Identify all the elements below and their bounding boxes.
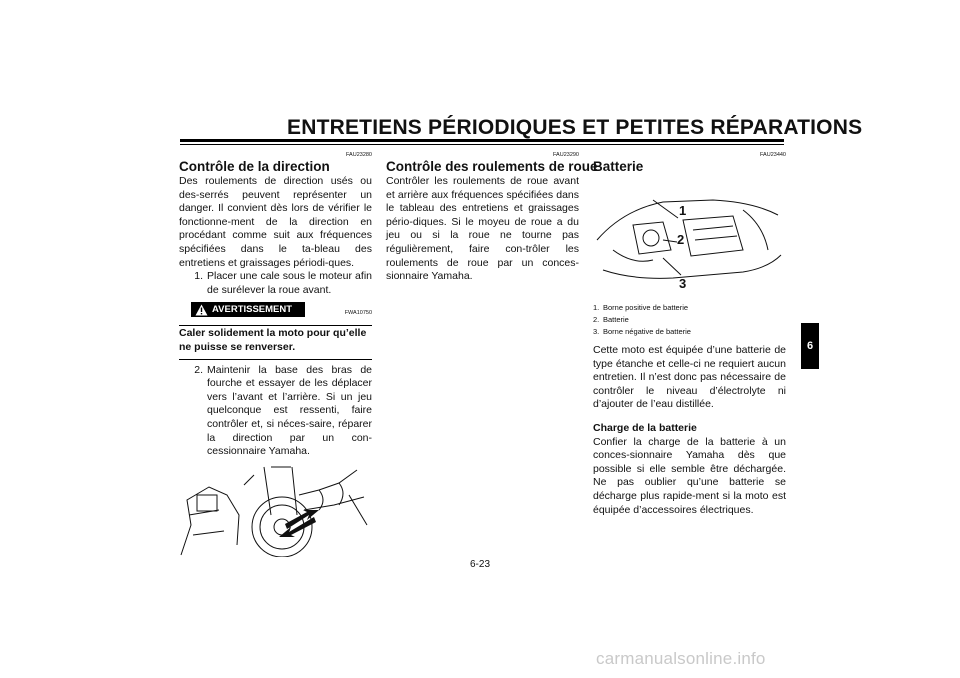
callout-3: 3 [679,276,687,291]
warning-header [179,302,372,318]
warning-label: AVERTISSEMENT [212,304,293,316]
warning-rule-bottom [179,359,372,360]
warning-triangle-icon [195,304,208,316]
section-code: FAU23280 [346,152,372,158]
warning-code: FWA10750 [344,310,372,317]
warning-text: Caler solidement la moto pour qu’elle ne puisse se renverser. [179,327,367,353]
step-text: Maintenir la base des bras de fourche et essayer de les déplacer vers l’avant et l’arrière. Si un jeu quelconque est ressenti, faire contrôler et, si néces-saire, réparer la direction par un con-cessionnaire Yamaha. [207,363,372,458]
section-title-steering: Contrôle de la direction [179,159,330,174]
column-battery [593,152,786,517]
legend-item: 2. Batterie [593,315,629,324]
battery-charge-heading: Charge de la batterie [593,421,697,434]
watermark: carmanualsonline.info [596,649,766,668]
front-fork-illustration [179,465,369,557]
header-rule-thin [180,144,784,145]
chapter-tab: 6 [801,323,819,369]
step-2 [179,364,372,459]
page-number: 6-23 [469,559,490,570]
header-rule-thick [180,139,784,142]
step-text: Placer une cale sous le moteur afin de surélever la roue avant. [207,270,372,296]
legend-item: 1. Borne positive de batterie [593,303,689,312]
legend-item: 3. Borne négative de batterie [593,327,691,336]
wheel-bearings-text: Contrôler les roulements de roue avant et arrière aux fréquences spécifiées dans le tableau des entretiens et graissages pério-diques. Si le moyeu de roue a du jeu ou si la roue ne tourne pas régulièrement, faire con-trôler les roulements de roue par un conces-sionnaire Yamaha. [386,175,579,283]
battery-charge-text: Confier la charge de la batterie à un conces-sionnaire Yamaha dès que possible si elle semble être déchargée. Ne pas oublier qu’une batterie se décharge plus rapide-ment si la moto est équipée d’accessoires électriques. [593,435,786,516]
section-code: FAU23290 [553,152,579,158]
battery-illustration [593,180,783,300]
step-number: 1. [194,270,203,283]
callout-2: 2 [677,232,685,247]
section-code: FAU23440 [760,152,786,158]
step-1 [179,270,372,297]
callout-1: 1 [679,203,687,218]
section-title-wheel-bearings: Contrôle des roulements de roue [386,159,598,174]
column-steering-check [179,152,372,557]
step-number: 2. [194,363,203,376]
page-header-title: ENTRETIENS PÉRIODIQUES ET PETITES RÉPARATIONS [287,116,863,139]
section-title-battery: Batterie [593,159,644,174]
warning-badge [191,302,305,317]
warning-rule-top [179,325,372,326]
steering-intro-text: Des roulements de direction usés ou des-serrés peuvent représenter un danger. Il convient dès lors de vérifier le fonctionne-ment de la direction en procédant comme suit aux fréquences spécifiées dans le ta-bleau des entretiens et graissages périodi-ques. [179,175,372,269]
battery-legend [593,302,786,338]
column-wheel-bearings [386,152,598,284]
battery-text: Cette moto est équipée d’une batterie de type étanche et celle-ci ne requiert aucun entretien. Il n’est donc pas nécessaire de contrôler le niveau d’électrolyte ni d’ajouter de l’eau distillée. [593,344,786,411]
